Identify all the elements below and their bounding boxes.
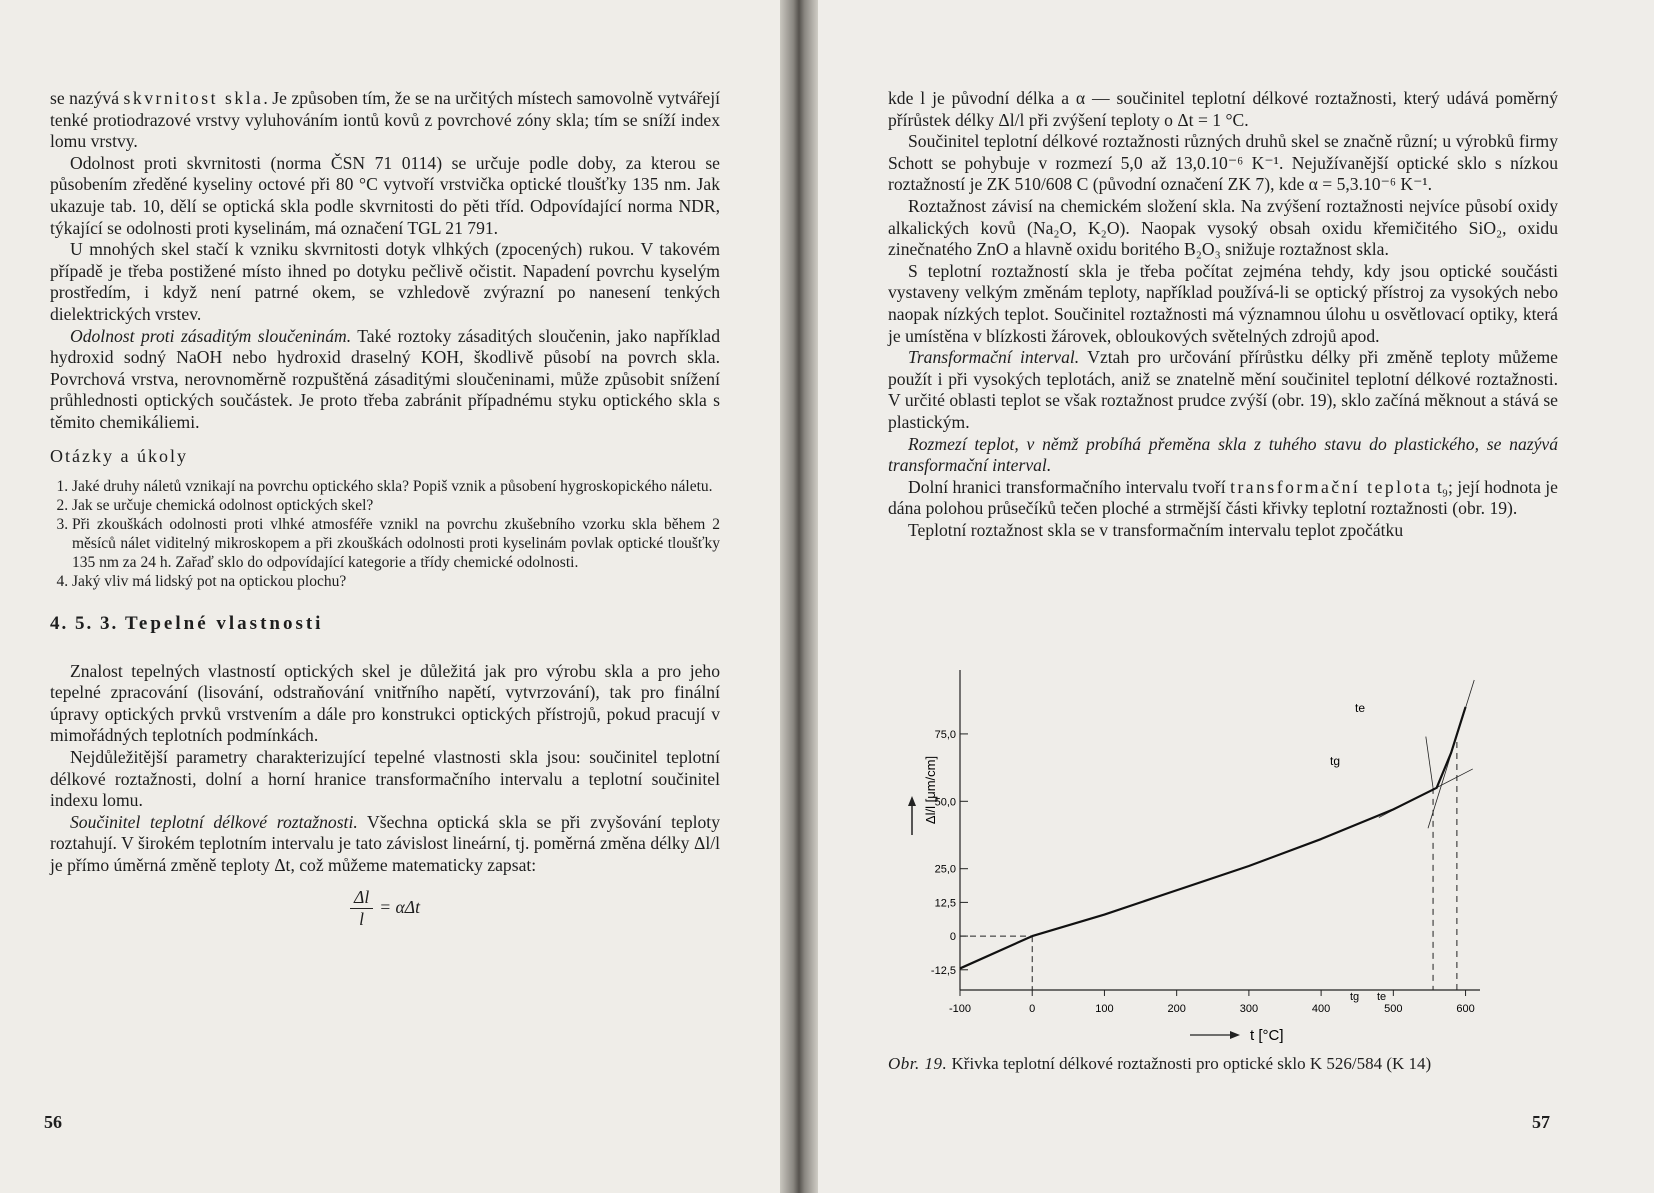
x-tick-label: -100 — [948, 1003, 972, 1015]
paragraph: S teplotní roztažností skla je třeba počítat zejména tehdy, kdy jsou optické součásti vystaveny velkým změnám teploty, například používá-li se optický přístroj za vysokých nebo naopak nízkých teplot. Součinitel roztažnosti má významnou úlohu u osvětlovací optiky, která je umístěna v blízkosti žárovek, obloukových světelných zdrojů apod. — [888, 260, 1558, 346]
y-tick-label: -12,5 — [930, 964, 956, 977]
x-tick-label: 200 — [1167, 1003, 1186, 1015]
x-tick-label: 500 — [1384, 1003, 1403, 1015]
chart-ticks — [931, 729, 1475, 1015]
paragraph — [50, 812, 720, 877]
section-number: 4. 5. 3. — [50, 613, 119, 635]
right-page-body — [888, 88, 1558, 541]
paragraph: Odolnost proti skvrnitosti (norma ČSN 71 0114) se určuje podle doby, za kterou se působením zředěné kyseliny octové při 80 °C vytvoří vrstvička optické tloušťky 135 nm. Jak ukazuje tab. 10, dělí se optická skla podle skvrnitosti do pěti tříd. Odpovídající norma NDR, týkající se odolnosti proti kyselinám, má označení TGL 21 791. — [50, 152, 720, 238]
paragraph-text: Vztah pro určování přírůstku délky při změně teploty můžeme použít i při vysokých teplotách, aniž se znatelně mění součinitel teplotní délkové roztažnosti. V určité oblasti teplot se však roztažnost prudce zvýší (obr. 19), sklo začíná měknout a stává se plastickým. — [888, 347, 1558, 432]
expansion-chart — [900, 670, 1540, 1050]
left-page — [0, 0, 780, 1193]
question-item: 1. Jaké druhy náletů vznikají na povrchu optického skla? Popiš vznik a působení hygroskopického náletu. — [72, 477, 720, 496]
paragraph: Znalost tepelných vlastností optických skel je důležitá jak pro výrobu skla a pro jeho tepelné zpracování (lisování, odstraňování vnitřního napětí, vytvrzování), tak pro finální úpravy optických prvků vrstvením a dále pro konstrukci optických přístrojů, pokud pracují v mimořádných teplotních podmínkách. — [50, 660, 720, 746]
x-arrow-head — [1230, 1031, 1240, 1039]
paragraph-text: Dolní hranici transformačního intervalu tvoří — [908, 476, 1231, 497]
y-tick-label: 75,0 — [934, 728, 956, 741]
formula-fraction — [350, 887, 373, 931]
italic-lead: Odolnost proti zásaditým sloučeninám. — [70, 325, 352, 346]
spaced-term: transformační teplota — [1230, 476, 1433, 497]
paragraph: Součinitel teplotní délkové roztažnosti různých druhů skel se značně různí; u výrobků firmy Schott se pohybuje v rozmezí 5,0 až 13,0.10⁻⁶ K⁻¹. Nejužívanější optické sklo s nízkou roztažností je ZK 510/608 C (původní označení ZK 7), kde α = 5,3.10⁻⁶ K⁻¹. — [888, 131, 1558, 195]
x-tick-label: 100 — [1095, 1003, 1114, 1015]
y-tick-label: 25,0 — [934, 863, 956, 876]
y-axis-label: Δl/l [μm/cm] — [923, 755, 938, 825]
section-heading — [50, 613, 720, 635]
te-label: te — [1355, 701, 1366, 715]
question-item: 2. Jak se určuje chemická odolnost optických skel? — [72, 496, 720, 515]
paragraph — [888, 477, 1558, 520]
tg-bottom-label: tg — [1350, 991, 1360, 1003]
paragraph: U mnohých skel stačí k vzniku skvrnitosti dotyk vlhkých (zpocených) rukou. V takovém případě je třeba postižené místo ihned po dotyku pečlivě očistit. Napadení povrchu kyselým prostředím, i když není patrné okem, se vzhledově zvýrazní po nanesení tenkých dielektrických vrstev. — [50, 239, 720, 324]
section-title: Tepelné vlastnosti — [125, 613, 324, 635]
question-item: 3. Při zkouškách odolnosti proti vlhké atmosféře vznikl na povrchu zkušebního vzorku skla během 2 měsíců nálet viditelný mikroskopem a při zkouškách odolnosti proti kyselinám povlak optické tloušťky 135 nm za 24 h. Zařaď sklo do odpovídající kategorie a třídy chemické odolnosti. — [72, 515, 720, 572]
expansion-curve — [960, 707, 1466, 968]
x-tick-label: 300 — [1239, 1003, 1259, 1015]
question-item: 4. Jaký vliv má lidský pot na optickou plochu? — [72, 572, 720, 591]
paragraph: kde l je původní délka a α — součinitel teplotní délkové roztažnosti, který udává poměrný přírůstek délky Δl/l při zvýšení teploty o Δt = 1 °C. — [888, 88, 1558, 130]
formula — [50, 887, 720, 931]
caption-lead: Obr. 19. — [888, 1054, 948, 1073]
x-axis-label: t [°C] — [1250, 1027, 1284, 1044]
italic-definition: Rozmezí teplot, v němž probíhá přeměna skla z tuhého stavu do plastického, se nazývá transformační interval. — [888, 433, 1558, 476]
x-tick-label: 0 — [1029, 1003, 1036, 1015]
page-number: 57 — [1532, 1112, 1550, 1132]
x-tick-label: 400 — [1311, 1003, 1331, 1015]
paragraph: Teplotní roztažnost skla se v transformačním intervalu teplot zpočátku — [908, 519, 1404, 540]
italic-lead: Transformační interval. — [908, 347, 1080, 368]
paragraph — [888, 347, 1558, 433]
paragraph: Nejdůležitější parametry charakterizující tepelné vlastnosti skla jsou: součinitel teplotní délkové roztažnosti, dolní a horní hranice transformačního intervalu a teplotní součinitel indexu lomu. — [50, 747, 720, 811]
tg-pointer — [1426, 737, 1433, 788]
paragraph — [888, 434, 1558, 477]
y-tick-label: 0 — [949, 931, 956, 944]
book-gutter — [780, 0, 818, 1193]
formula-rhs: = αΔt — [379, 896, 420, 917]
paragraph-text: Všechna optická skla se při zvyšování teploty roztahují. V širokém teplotním intervalu je tato závislost lineární, tj. poměrná změna délky Δl/l je přímo úměrná změně teploty Δt, což můžeme matematicky zapsat: — [50, 811, 720, 876]
left-page-body — [50, 88, 720, 941]
paragraph: Roztažnost závisí na chemickém složení skla. Na zvýšení roztažnosti nejvíce působí oxidy alkalických kovů (Na₂O, K₂O). Naopak vysoký obsah oxidu křemičitého SiO₂, oxidu zinečnatého ZnO a hlavně oxidu boritého B₂O₃ snižuje roztažnost skla. — [888, 195, 1558, 260]
spaced-term: skvrnitost skla — [123, 88, 264, 108]
tg-label: tg — [1330, 754, 1341, 768]
caption-text: Křivka teplotní délkové roztažnosti pro optické sklo K 526/584 (K 14) — [947, 1054, 1432, 1073]
x-tick-label: 600 — [1456, 1003, 1475, 1015]
questions-heading: Otázky a úkoly — [50, 445, 188, 466]
questions-list — [50, 477, 720, 591]
paragraph — [50, 326, 720, 434]
y-arrow-head — [908, 796, 916, 806]
page-number: 56 — [44, 1112, 62, 1132]
chart-axes — [908, 670, 1480, 1039]
formula-numerator: Δl — [350, 887, 373, 910]
paragraph-text: t₉; její hodnota je dána polohou průsečíků tečen ploché a strmější části křivky teplotní roztažnosti (obr. 19). — [888, 476, 1558, 519]
y-tick-label: 12,5 — [934, 897, 956, 910]
y-tick-label: 50,0 — [934, 796, 956, 809]
paragraph-text: se nazývá — [50, 88, 124, 108]
paragraph — [50, 88, 720, 153]
chart-helper-lines — [960, 680, 1474, 990]
formula-denominator: l — [359, 909, 365, 930]
italic-lead: Součinitel teplotní délkové roztažnosti. — [70, 811, 358, 832]
paragraph-text: Také roztoky zásaditých sloučenin, jako například hydroxid sodný NaOH nebo hydroxid draselný KOH, škodlivě působí na povrch skla. Povrchová vrstva, nerovnoměrně rozpuštěná zásaditými sloučeninami, může způsobit snížení průhlednosti optických součástek. Je proto třeba zabránit případnému styku optického skla s těmito chemikáliemi. — [50, 325, 720, 432]
paragraph-text: . Je způsoben tím, že se na určitých místech samovolně vytvářejí tenké protiodrazové vrstvy vyluhováním iontů kovů z povrchové zóny skla; tím se sníží index lomu vrstvy. — [50, 88, 720, 152]
te-bottom-label: te — [1377, 991, 1387, 1003]
figure-caption — [888, 1054, 1558, 1074]
chart-series — [960, 707, 1466, 968]
